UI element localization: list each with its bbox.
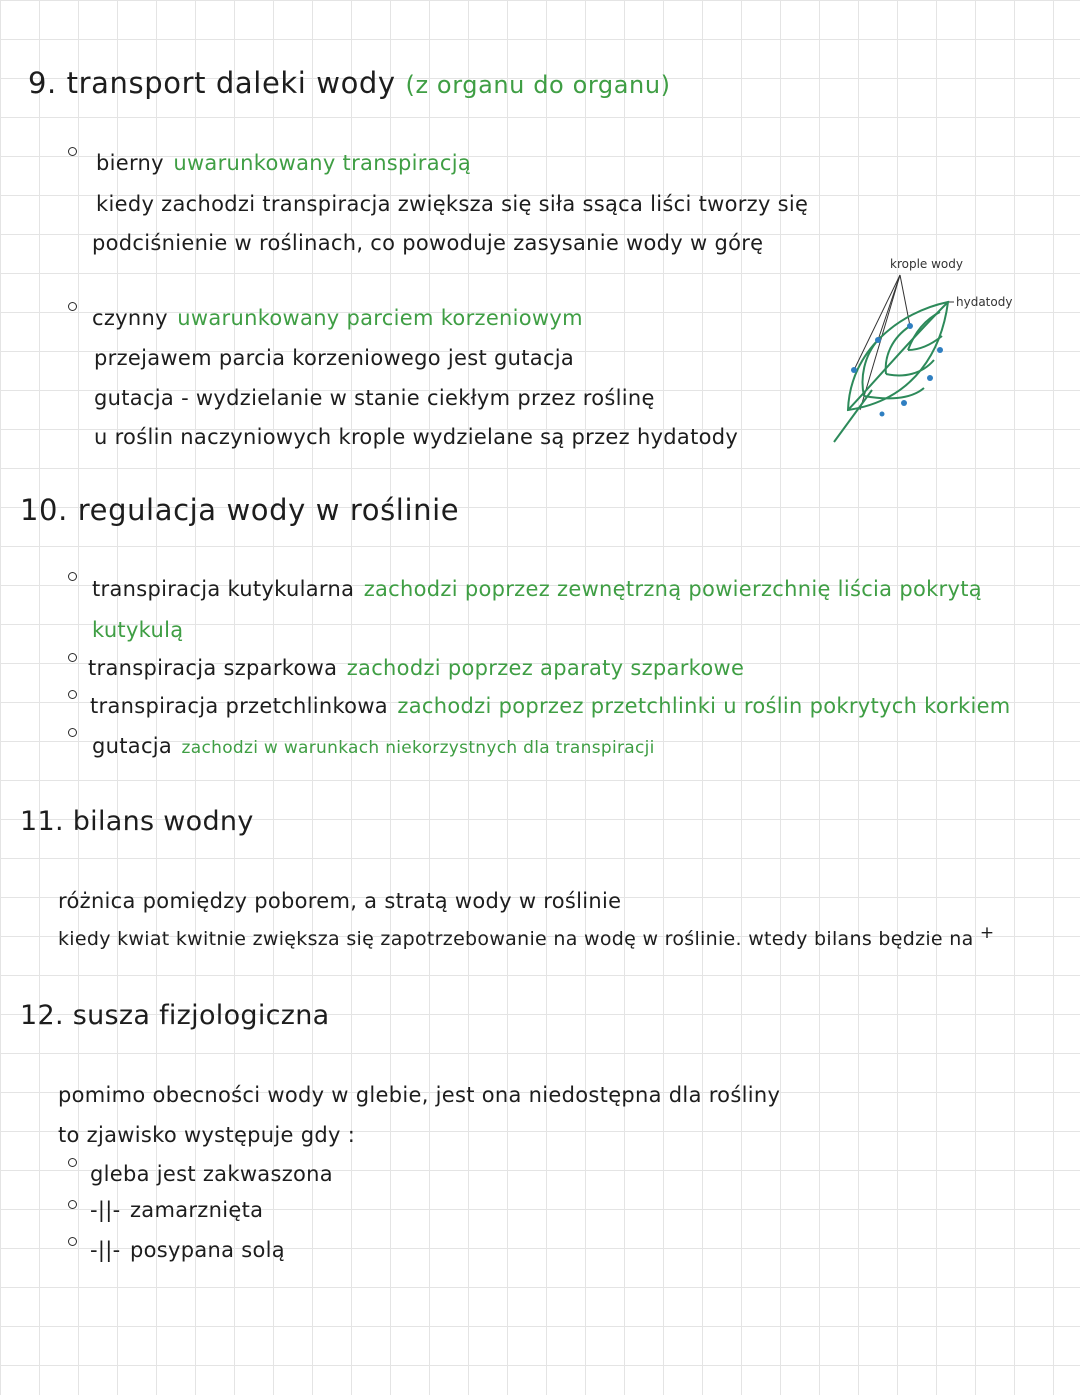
bullet bbox=[68, 728, 77, 737]
s10-item-2 bbox=[88, 656, 744, 680]
s9-b1-line3: podciśnienie w roślinach, co powoduje zasysanie wody w górę bbox=[92, 231, 764, 255]
section-9-title bbox=[28, 66, 671, 100]
section-11-title: 11. bilans wodny bbox=[20, 806, 254, 837]
s12-item-2-text: zamarznięta bbox=[129, 1198, 264, 1222]
s10-item-1-desc: zachodzi poprzez zewnętrzną powierzchnię liścia pokrytą bbox=[363, 577, 982, 601]
s9-b2-head-green: uwarunkowany parciem korzeniowym bbox=[177, 306, 583, 330]
s10-item-4-term: gutacja bbox=[92, 734, 173, 758]
bullet bbox=[68, 690, 77, 699]
s10-item-3-term: transpiracja przetchlinkowa bbox=[90, 694, 388, 718]
s12-item-2-ditto: -||- bbox=[90, 1198, 121, 1222]
s11-plus-sign: + bbox=[979, 923, 995, 943]
section-12-title: 12. susza fizjologiczna bbox=[20, 1000, 330, 1031]
label-drops: krople wody bbox=[890, 257, 963, 271]
s9-b2-head-black: czynny bbox=[92, 306, 168, 330]
s9-b2-line3: gutacja - wydzielanie w stanie ciekłym przez roślinę bbox=[94, 386, 655, 410]
s12-item-2 bbox=[90, 1198, 263, 1222]
s11-line-2 bbox=[58, 923, 995, 950]
s10-item-2-term: transpiracja szparkowa bbox=[88, 656, 338, 680]
s12-item-1: gleba jest zakwaszona bbox=[90, 1162, 333, 1186]
bullet bbox=[68, 653, 77, 662]
bullet bbox=[68, 147, 77, 156]
section-10-title: 10. regulacja wody w roślinie bbox=[20, 493, 460, 527]
bullet bbox=[68, 1200, 77, 1209]
s10-item-4-desc: zachodzi w warunkach niekorzystnych dla transpiracji bbox=[181, 738, 655, 758]
leaf-outline bbox=[834, 302, 948, 442]
s9-b2-line2: przejawem parcia korzeniowego jest gutacja bbox=[94, 346, 575, 370]
label-hydatody: hydatody bbox=[956, 295, 1013, 309]
bullet bbox=[68, 572, 77, 581]
s10-item-1-cont: kutykulą bbox=[92, 618, 184, 642]
s10-item-4 bbox=[92, 734, 655, 758]
s10-item-2-desc: zachodzi poprzez aparaty szparkowe bbox=[346, 656, 745, 680]
s12-line-2: to zjawisko występuje gdy : bbox=[58, 1123, 356, 1147]
bullet bbox=[68, 1237, 77, 1246]
s9-b1-head bbox=[96, 151, 471, 175]
s9-b1-line2: kiedy zachodzi transpiracja zwiększa się siła ssąca liści tworzy się bbox=[96, 192, 809, 216]
section-9-title-text: 9. transport daleki wody bbox=[28, 66, 396, 100]
s9-b2-line4: u roślin naczyniowych krople wydzielane są przez hydatody bbox=[94, 425, 739, 449]
s12-item-3-ditto: -||- bbox=[90, 1238, 121, 1262]
s12-item-3 bbox=[90, 1238, 285, 1262]
s11-line-1: różnica pomiędzy poborem, a stratą wody w roślinie bbox=[58, 889, 622, 913]
bullet bbox=[68, 302, 77, 311]
s10-item-1 bbox=[92, 577, 982, 601]
leaf-hydatody-diagram bbox=[820, 250, 1050, 450]
s11-line-2-text: kiedy kwiat kwitnie zwiększa się zapotrzebowanie na wodę w roślinie. wtedy bilans będzie na bbox=[58, 928, 974, 950]
s12-item-3-text: posypana solą bbox=[129, 1238, 285, 1262]
s10-item-3 bbox=[90, 694, 1011, 718]
s10-item-3-desc: zachodzi poprzez przetchlinki u roślin pokrytych korkiem bbox=[397, 694, 1011, 718]
bullet bbox=[68, 1158, 77, 1167]
s12-line-1: pomimo obecności wody w glebie, jest ona niedostępna dla rośliny bbox=[58, 1083, 781, 1107]
section-9-title-note: (z organu do organu) bbox=[405, 71, 671, 99]
s9-b1-head-green: uwarunkowany transpiracją bbox=[173, 151, 472, 175]
s9-b2-head bbox=[92, 306, 583, 330]
s9-b1-head-black: bierny bbox=[96, 151, 164, 175]
s10-item-1-term: transpiracja kutykularna bbox=[92, 577, 355, 601]
